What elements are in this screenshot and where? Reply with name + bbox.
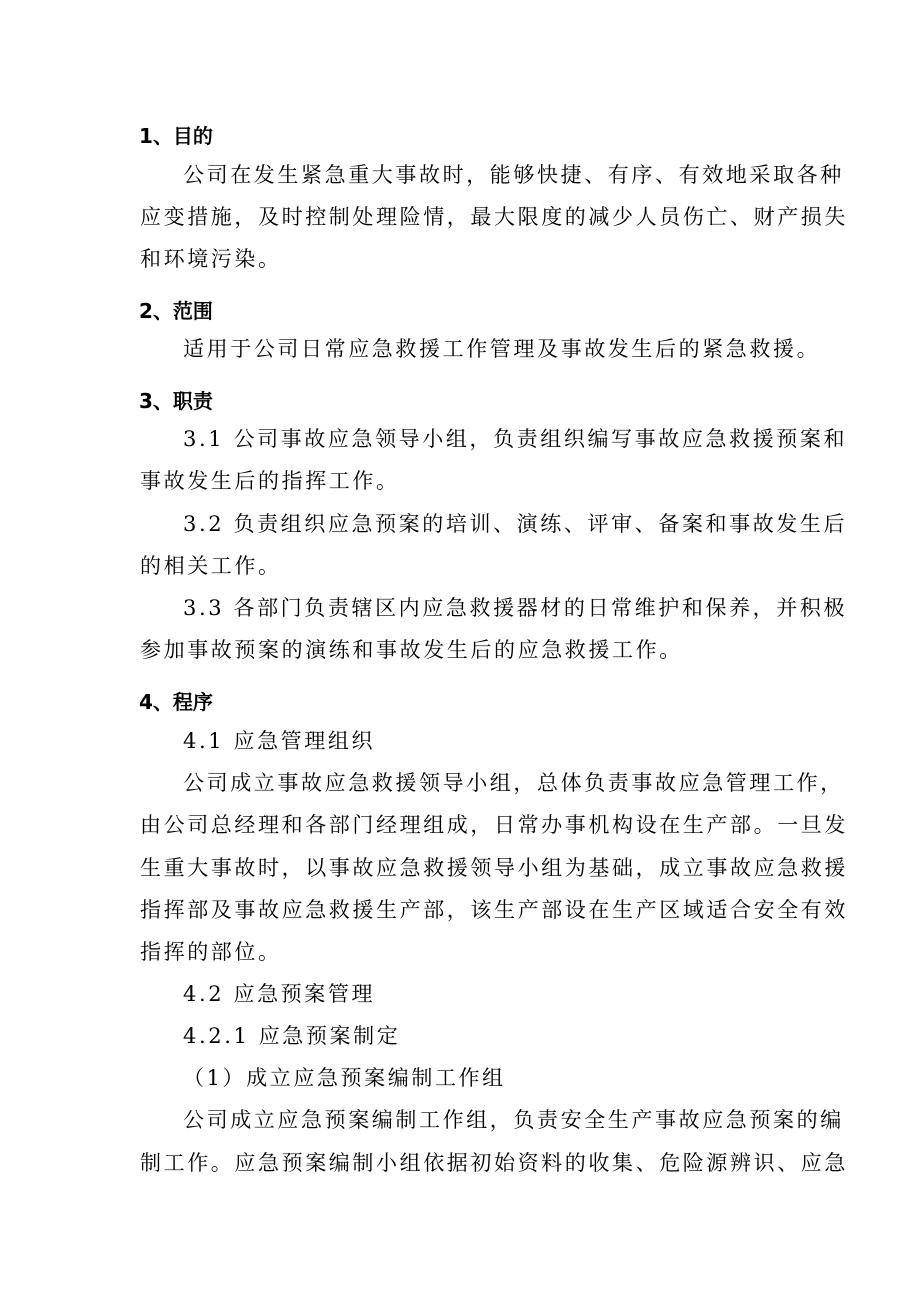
section-4-heading: 4、程序: [139, 690, 213, 714]
section-3-item-3-line-2: 参加事故预案的演练和事故发生后的应急救援工作。: [140, 638, 683, 662]
section-4-2-1-line-1: 公司成立应急预案编制工作组，负责安全生产事故应急预案的编: [183, 1108, 844, 1132]
subheading-4-2-1: 4.2.1 应急预案制定: [183, 1024, 401, 1048]
section-3-item-3-line-1: 3.3 各部门负责辖区内应急救援器材的日常维护和保养，并积极: [183, 596, 848, 620]
section-1-line-2: 应变措施，及时控制处理险情，最大限度的减少人员伤亡、财产损失: [140, 205, 848, 229]
section-3-item-2-line-1: 3.2 负责组织应急预案的培训、演练、评审、备案和事故发生后: [183, 512, 848, 536]
section-3-heading: 3、职责: [139, 389, 213, 413]
item-1-title: （1）成立应急预案编制工作组: [183, 1066, 506, 1090]
section-4-2-1-line-2: 制工作。应急预案编制小组依据初始资料的收集、危险源辨识、应急: [140, 1151, 848, 1175]
section-3-item-1-line-1: 3.1 公司事故应急领导小组，负责组织编写事故应急救援预案和: [183, 427, 848, 451]
section-2-heading: 2、范围: [139, 299, 213, 323]
section-4-1-line-1: 公司成立事故应急救援领导小组，总体负责事故应急管理工作，: [183, 771, 844, 795]
section-4-1-line-3: 生重大事故时，以事故应急救援领导小组为基础，成立事故应急救援: [140, 856, 848, 880]
subheading-4-1: 4.1 应急管理组织: [183, 729, 376, 753]
section-1-line-1: 公司在发生紧急重大事故时，能够快捷、有序、有效地采取各种: [183, 163, 844, 187]
section-4-1-line-2: 由公司总经理和各部门经理组成，日常办事机构设在生产部。一旦发: [140, 813, 848, 837]
section-4-1-line-5: 指挥的部位。: [140, 940, 282, 964]
subheading-4-2: 4.2 应急预案管理: [183, 982, 376, 1006]
section-4-1-line-4: 指挥部及事故应急救援生产部，该生产部设在生产区域适合安全有效: [140, 898, 848, 922]
section-1-line-3: 和环境污染。: [140, 247, 282, 271]
section-1-heading: 1、目的: [139, 124, 213, 148]
section-3-item-1-line-2: 事故发生后的指挥工作。: [140, 469, 400, 493]
section-2-line-1: 适用于公司日常应急救援工作管理及事故发生后的紧急救援。: [183, 337, 821, 361]
section-3-item-2-line-2: 的相关工作。: [140, 554, 282, 578]
